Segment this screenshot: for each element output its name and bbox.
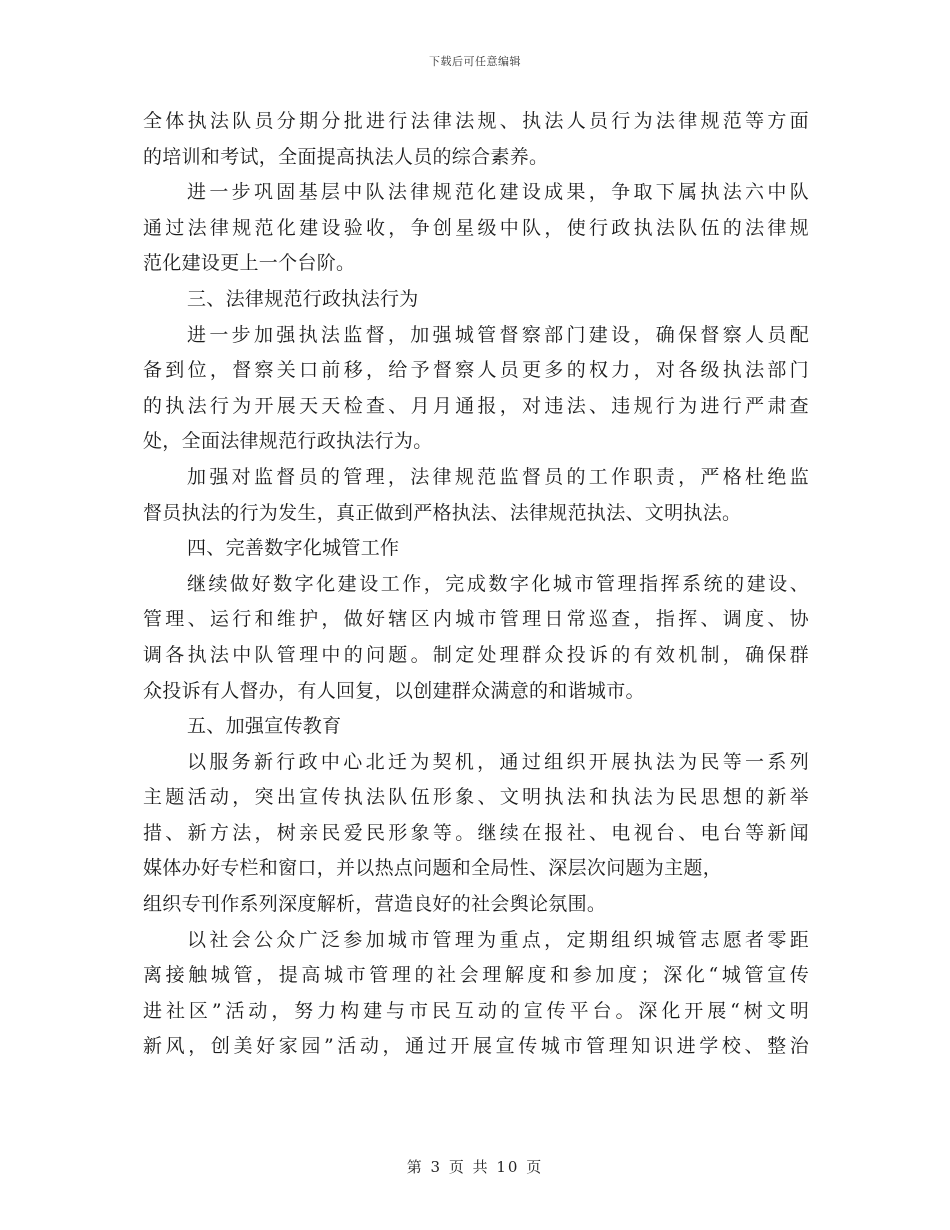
paragraph-line: 继续做好数字化建设工作，完成数字化城市管理指挥系统的建设、 — [187, 572, 809, 595]
paragraph-line: 进一步加强执法监督，加强城管督察部门建设，确保督察人员配 — [187, 323, 809, 346]
paragraph-line: 组织专刊作系列深度解析，营造良好的社会舆论氛围。 — [143, 893, 607, 916]
paragraph-line: 以社会公众广泛参加城市管理为重点，定期组织城管志愿者零距 — [187, 928, 809, 951]
page-footer: 第 3 页 共 10 页 — [406, 1158, 544, 1176]
paragraph-line: 范化建设更上一个台阶。 — [143, 252, 356, 275]
paragraph-line: 备到位，督察关口前移，给予督察人员更多的权力，对各级执法部门 — [143, 359, 809, 382]
paragraph-line: 主题活动，突出宣传执法队伍形象、文明执法和执法为民思想的新举 — [143, 786, 809, 809]
paragraph-line: 管理、运行和维护，做好辖区内城市管理日常巡查，指挥、调度、协 — [143, 608, 809, 631]
paragraph-line: 众投诉有人督办，有人回复，以创建群众满意的和谐城市。 — [143, 679, 645, 702]
page-header: 下载后可任意编辑 — [429, 55, 521, 68]
paragraph-line: 离接触城管，提高城市管理的社会理解度和参加度；深化“城管宣传 — [143, 964, 809, 987]
document-body — [143, 104, 809, 1065]
paragraph-line: 进一步巩固基层中队法律规范化建设成果，争取下属执法六中队 — [187, 181, 809, 204]
paragraph-line: 的执法行为开展天天检查、月月通报，对违法、违规行为进行严肃查 — [143, 394, 809, 417]
paragraph-line: 新风，创美好家园”活动，通过开展宣传城市管理知识进学校、整治 — [143, 1035, 809, 1058]
paragraph-line: 调各执法中队管理中的问题。制定处理群众投诉的有效机制，确保群 — [143, 643, 809, 666]
paragraph-line: 以服务新行政中心北迁为契机，通过组织开展执法为民等一系列 — [187, 750, 809, 773]
paragraph-line: 进社区”活动，努力构建与市民互动的宣传平台。深化开展“树文明 — [143, 999, 809, 1022]
section-heading: 五、加强宣传教育 — [187, 715, 342, 738]
paragraph-line: 督员执法的行为发生，真正做到严格执法、法律规范执法、文明执法。 — [143, 501, 742, 524]
paragraph-line: 全体执法队员分期分批进行法律法规、执法人员行为法律规范等方面 — [143, 110, 809, 132]
paragraph-line: 加强对监督员的管理，法律规范监督员的工作职责，严格杜绝监 — [187, 465, 809, 488]
section-heading: 四、完善数字化城管工作 — [187, 537, 400, 560]
paragraph-line: 通过法律规范化建设验收，争创星级中队，使行政执法队伍的法律规 — [143, 216, 809, 239]
section-heading: 三、法律规范行政执法行为 — [187, 287, 419, 310]
paragraph-line: 处，全面法律规范行政执法行为。 — [143, 430, 433, 453]
paragraph-line: 的培训和考试，全面提高执法人员的综合素养。 — [143, 145, 549, 168]
paragraph-line: 媒体办好专栏和窗口，并以热点问题和全局性、深层次问题为主题， — [143, 857, 723, 880]
paragraph-line: 措、新方法，树亲民爱民形象等。继续在报社、电视台、电台等新闻 — [143, 821, 809, 844]
